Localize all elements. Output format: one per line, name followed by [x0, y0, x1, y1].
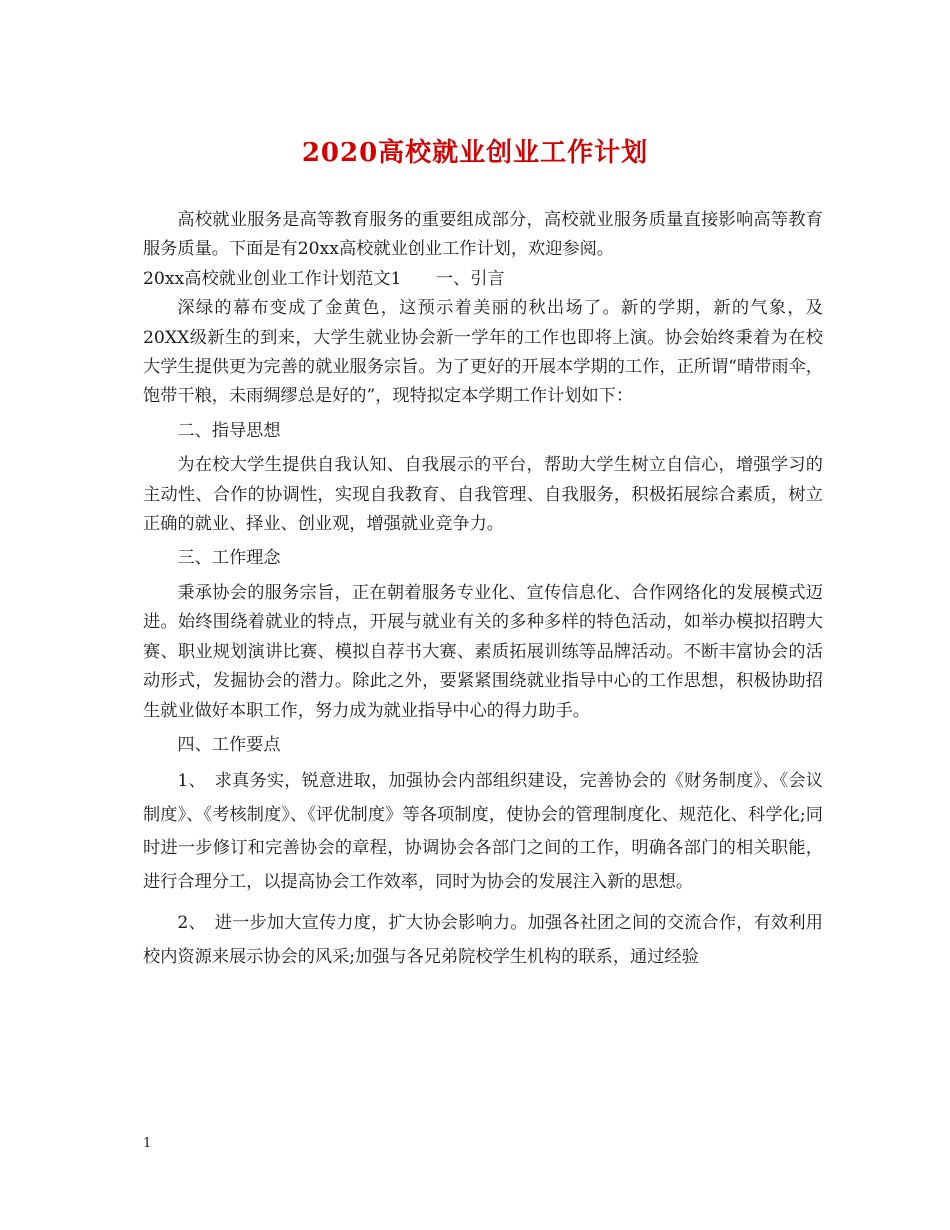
work-point-1: 1、 求真务实，锐意进取，加强协会内部组织建设，完善协会的《财务制度》、《会议制度》、《考核制度》、《评优制度》等各项制度，使协会的管理制度化、规范化、科学化;同时进一步修订和完善协会的章程，协调协会各部门之间的工作，明确各部门的相关职能，进行合理分工，以提高协会工作效率，同时为协会的发展注入新的思想。: [143, 771, 823, 892]
heading-work-philosophy: 三、工作理念: [177, 548, 281, 569]
page-number: 1: [143, 1136, 152, 1151]
guiding-ideology-paragraph: 为在校大学生提供自我认知、自我展示的平台，帮助大学生树立自信心，增强学习的主动性、合作的协调性，实现自我教育、自我管理、自我服务，积极拓展综合素质，树立正确的就业、择业、创业观，增强就业竞争力。: [143, 455, 823, 535]
document-title: 2020高校就业创业工作计划: [301, 138, 649, 168]
section-subtitle: 20xx高校就业创业工作计划范文1 一、引言: [143, 268, 505, 289]
heading-guiding-ideology: 二、指导思想: [177, 420, 281, 441]
work-point-2: 2、 进一步加大宣传力度，扩大协会影响力。加强各社团之间的交流合作，有效利用校内资源来展示协会的风采;加强与各兄弟院校学生机构的联系，通过经验: [143, 913, 823, 967]
intro-section-paragraph: 深绿的幕布变成了金黄色，这预示着美丽的秋出场了。新的学期，新的气象，及20XX级新生的到来，大学生就业协会新一学年的工作也即将上演。协会始终秉着为在校大学生提供更为完善的就业服务宗旨。为了更好的开展本学期的工作，正所谓“晴带雨伞，饱带干粮，未雨绸缪总是好的”，现特拟定本学期工作计划如下：: [143, 298, 823, 407]
heading-work-points: 四、工作要点: [177, 734, 281, 755]
intro-paragraph: 高校就业服务是高等教育服务的重要组成部分，高校就业服务质量直接影响高等教育服务质量。下面是有20xx高校就业创业工作计划，欢迎参阅。: [143, 210, 823, 260]
work-philosophy-paragraph: 秉承协会的服务宗旨，正在朝着服务专业化、宣传信息化、合作网络化的发展模式迈进。始终围绕着就业的特点，开展与就业有关的多种多样的特色活动，如举办模拟招聘大赛、职业规划演讲比赛、模拟自荐书大赛、素质拓展训练等品牌活动。不断丰富协会的活动形式，发掘协会的潜力。除此之外，要紧紧围绕就业指导中心的工作思想，积极协助招生就业做好本职工作，努力成为就业指导中心的得力助手。: [143, 582, 823, 721]
document-body: [143, 206, 823, 974]
